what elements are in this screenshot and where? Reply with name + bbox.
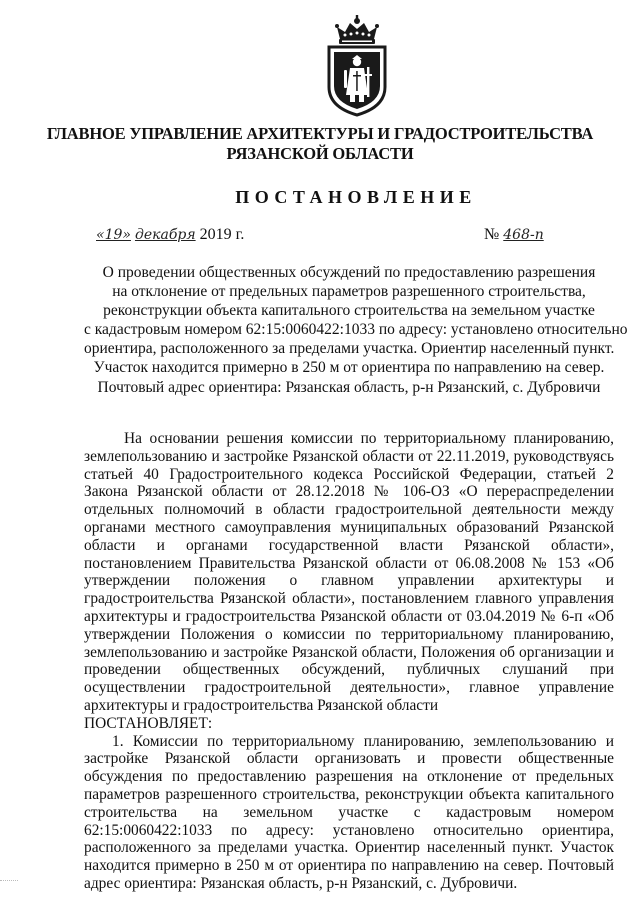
body-paragraph-1: На основании решения комиссии по территориальному планированию, землепользованию и застройке Рязанской области от 22.11.2019, руководствуясь статьей 40 Градостроительного кодекса Российской Федерации, статьей 2 Закона Рязанской области от 28.12.2018 № 106-ОЗ «О перераспределении отдельных полномочий в области градостроительной деятельности между органами местного самоуправления муниципальных образований Рязанской области и органами государственной власти Рязанской области», постановлением Правительства Рязанской области от 06.08.2008 № 153 «Об утверждении положения о главном управлении архитектуры и градостроительства Рязанской области», постановлением главного управления архитектуры и градостроительства Рязанской области от 03.04.2019 № 6-п «Об утверждении Положения о комиссии по территориальному планированию, землепользованию и застройке Рязанской области, Положения об организации и проведении общественных обсуждений, публичных слушаний при осуществлении градостроительной деятельности», главное управление архитектуры и градостроительства Рязанской области [84, 430, 614, 714]
subject-line-5: ориентира, расположенного за пределами участка. Ориентир населенный пункт. [84, 340, 615, 358]
document-body [84, 430, 614, 893]
subject-line-4: с кадастровым номером 62:15:0060422:1033 по адресу: установлено относительно [84, 321, 628, 339]
subject-line-7: Почтовый адрес ориентира: Рязанская область, р-н Рязанский, с. Дубровичи [97, 378, 601, 396]
document-date [96, 225, 244, 245]
subject-line-3: реконструкции объекта капитального строительства на земельном участке [103, 302, 595, 320]
scan-edge-marks [0, 880, 18, 883]
agency-name-line-1: ГЛАВНОЕ УПРАВЛЕНИЕ АРХИТЕКТУРЫ И ГРАДОСТРОИТЕЛЬСТВА [46, 124, 594, 143]
subject-line-2: на отклонение от предельных параметров разрешенного строительства, [112, 283, 586, 301]
document-type-heading: ПОСТАНОВЛЕНИЕ [235, 187, 477, 207]
body-paragraph-2: 1. Комиссии по территориальному планированию, землепользованию и застройке Рязанской области организовать и провести общественные обсуждения по предоставлению разрешения на отклонение от предельных параметров разрешенного строительства, реконструкции объекта капитального строительства на земельном участке с кадастровым номером 62:15:0060422:1033 по адресу: установлено относительно ориентира, расположенного за пределами участка. Ориентир населенный пункт. Участок находится примерно в 250 м от ориентира по направлению на север. Почтовый адрес ориентира: Рязанская область, р-н Рязанский, с. Дубровичи. [84, 732, 614, 892]
subject-line-1: О проведении общественных обсуждений по предоставлению разрешения [102, 264, 596, 281]
coat-of-arms-icon [317, 15, 397, 117]
date-month: декабря [134, 227, 196, 243]
number-prefix: № [484, 226, 500, 243]
document-subject [84, 263, 628, 397]
agency-name [0, 124, 640, 164]
decree-word: ПОСТАНОВЛЯЕТ: [84, 714, 213, 732]
subject-line-6: Участок находится примерно в 250 м от ориентира по направлению на север. [93, 359, 605, 377]
agency-name-line-2: РЯЗАНСКОЙ ОБЛАСТИ [226, 144, 414, 163]
document-number [484, 225, 544, 245]
number-value: 468-п [503, 227, 544, 243]
date-day: «19» [96, 227, 131, 243]
date-year: 2019 г. [199, 226, 245, 243]
